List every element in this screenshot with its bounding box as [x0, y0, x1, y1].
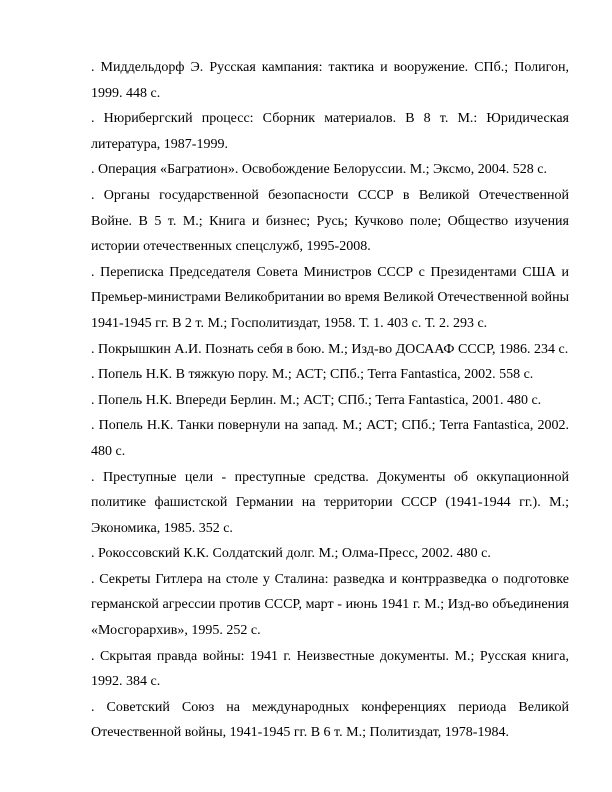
bibliography-entry: . Нюрибергский процесс: Сборник материалов. В 8 т. М.: Юридическая литература, 1987-1999.: [91, 111, 569, 152]
bibliography-entry: . Преступные цели - преступные средства. Документы об оккупационной политике фашистской Германии на территории СССР (1941-1944 гг.). М.; Экономика, 1985. 352 с.: [91, 469, 569, 536]
bibliography-entry: . Секреты Гитлера на столе у Сталина: разведка и контрразведка о подготовке германской агрессии против СССР, март - июнь 1941 г. М.; Изд-во объединения «Мосгорархив», 1995. 252 с.: [91, 571, 569, 639]
bibliography-list: [91, 55, 569, 746]
bibliography-entry: . Покрышкин А.И. Познать себя в бою. М.; Изд-во ДОСААФ СССР, 1986. 234 с.: [91, 341, 569, 357]
bibliography-entry: . Переписка Председателя Совета Министров СССР с Президентами США и Премьер-министрами Великобритании во время Великой Отечественной войны 1941-1945 гг. В 2 т. М.; Госполитиздат, 1958. Т. 1. 403 с. Т. 2. 293 с.: [91, 264, 569, 331]
bibliography-entry: . Органы государственной безопасности СССР в Великой Отечественной Войне. В 5 т. М.; Книга и бизнес; Русь; Кучково поле; Общество изучения истории отечественных спецслужб, 1995-2008.: [91, 187, 569, 255]
bibliography-entry: . Миддельдорф Э. Русская кампания: тактика и вооружение. СПб.; Полигон, 1999. 448 с.: [91, 60, 569, 101]
bibliography-entry: . Операция «Багратион». Освобождение Белоруссии. М.; Эксмо, 2004. 528 с.: [91, 162, 548, 178]
bibliography-entry: . Попель Н.К. Впереди Берлин. М.; АСТ; СПб.; Terra Fantastica, 2001. 480 с.: [91, 392, 542, 408]
bibliography-entry: . Рокоссовский К.К. Солдатский долг. М.; Олма-Пресс, 2002. 480 с.: [91, 546, 491, 562]
bibliography-entry: . Скрытая правда войны: 1941 г. Неизвестные документы. М.; Русская книга, 1992. 384 с.: [91, 648, 569, 690]
bibliography-entry: . Советский Союз на международных конференциях периода Великой Отечественной войны, 1941-1945 гг. В 6 т. М.; Политиздат, 1978-1984.: [91, 699, 569, 741]
bibliography-entry: . Попель Н.К. Танки повернули на запад. М.; АСТ; СПб.; Terra Fantastica, 2002. 480 с.: [91, 418, 569, 459]
bibliography-entry: . Попель Н.К. В тяжкую пору. М.; АСТ; СПб.; Terra Fantastica, 2002. 558 с.: [91, 367, 534, 383]
